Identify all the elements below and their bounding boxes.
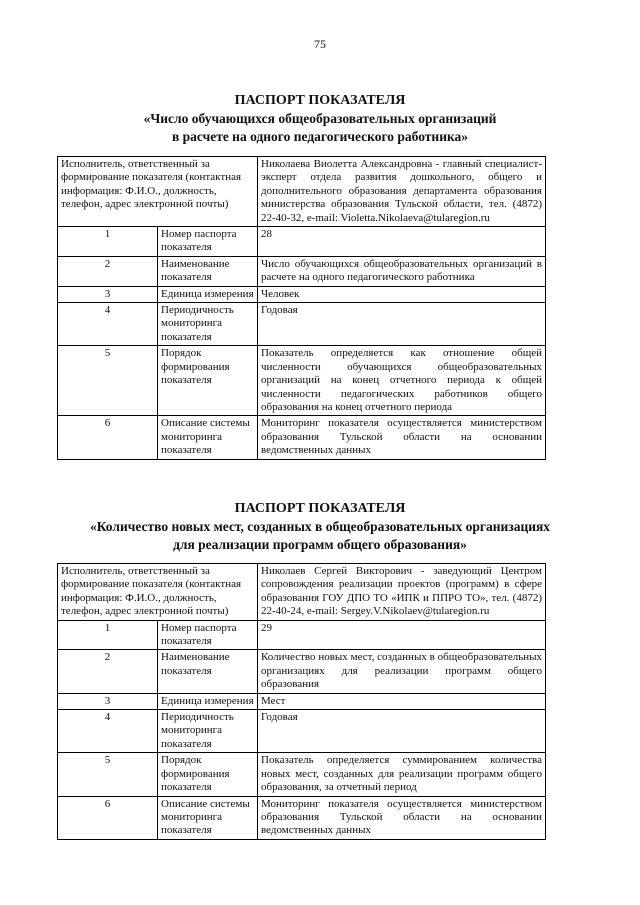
row-value: Количество новых мест, созданных в общеобразовательных организациях для реализации программ общего образования (258, 650, 546, 693)
row-number: 5 (58, 753, 158, 796)
row-value: Человек (258, 286, 546, 302)
row-number: 2 (58, 650, 158, 693)
row-label: Номер паспорта показателя (158, 620, 258, 650)
row-label: Единица измерения (158, 693, 258, 709)
row-label: Номер паспорта показателя (158, 227, 258, 257)
executor-label: Исполнитель, ответственный за формирование показателя (контактная информация: Ф.И.О., должность, телефон, адрес электронной почты) (58, 157, 258, 227)
row-number: 3 (58, 286, 158, 302)
row-label: Периодичность мониторинга показателя (158, 710, 258, 753)
row-number: 4 (58, 710, 158, 753)
row-label: Наименование показателя (158, 256, 258, 286)
row-number: 6 (58, 416, 158, 459)
table-row (58, 256, 546, 286)
passport-1-title-line2: в расчете на одного педагогического работника» (171, 129, 469, 144)
row-label: Единица измерения (158, 286, 258, 302)
row-number: 2 (58, 256, 158, 286)
table-row (58, 796, 546, 839)
passport-2-heading: ПАСПОРТ ПОКАЗАТЕЛЯ (234, 501, 406, 516)
passport-1-heading: ПАСПОРТ ПОКАЗАТЕЛЯ (234, 93, 406, 108)
row-number: 4 (58, 303, 158, 346)
row-value: Число обучающихся общеобразовательных организаций в расчете на одного педагогического работника (258, 256, 546, 286)
row-label: Описание системы мониторинга показателя (158, 416, 258, 459)
row-label: Наименование показателя (158, 650, 258, 693)
row-label: Описание системы мониторинга показателя (158, 796, 258, 839)
passport-1-executor-row (58, 157, 546, 227)
table-row (58, 286, 546, 302)
row-value: Годовая (258, 710, 546, 753)
row-value: Показатель определяется суммированием количества новых мест, созданных для реализации программ общего образования, за отчетный период (258, 753, 546, 796)
row-number: 1 (58, 620, 158, 650)
executor-label: Исполнитель, ответственный за формирование показателя (контактная информация: Ф.И.О., должность, телефон, адрес электронной почты) (58, 564, 258, 621)
table-row (58, 303, 546, 346)
passport-1-title (0, 92, 640, 146)
table-row (58, 693, 546, 709)
passport-2-executor-row (58, 564, 546, 621)
row-value: Мониторинг показателя осуществляется министерством образования Тульской области на основании ведомственных данных (258, 416, 546, 459)
table-row (58, 227, 546, 257)
row-number: 5 (58, 346, 158, 416)
executor-value: Николаева Виолетта Александровна - главный специалист-эксперт отдела развития дошкольного, общего и дополнительного образования департамента образования министерства образования Тульской области, тел. (4872) 22-40-32, e-mail: Violetta.Nikolaeva@tularegion.ru (258, 157, 546, 227)
row-label: Порядок формирования показателя (158, 753, 258, 796)
table-row (58, 710, 546, 753)
passport-2-title-line1: «Количество новых мест, созданных в общеобразовательных организациях (89, 519, 551, 534)
page-number: 75 (314, 37, 326, 51)
row-number: 6 (58, 796, 158, 839)
passport-1-table (57, 156, 546, 460)
row-value: 28 (258, 227, 546, 257)
executor-value: Николаев Сергей Викторович - заведующий Центром сопровождения реализации проектов (программ) в сфере образования ГОУ ДПО ТО «ИПК и ППРО ТО», тел. (4872) 22-40-24, e-mail: Sergey.V.Nikolaev@tularegion.ru (258, 564, 546, 621)
passport-2-table (57, 563, 546, 840)
row-value: Мониторинг показателя осуществляется министерством образования Тульской области на основании ведомственных данных (258, 796, 546, 839)
table-row (58, 753, 546, 796)
row-value: Мест (258, 693, 546, 709)
row-label: Периодичность мониторинга показателя (158, 303, 258, 346)
row-label: Порядок формирования показателя (158, 346, 258, 416)
table-row (58, 650, 546, 693)
table-row (58, 416, 546, 459)
row-value: Годовая (258, 303, 546, 346)
row-number: 1 (58, 227, 158, 257)
row-value: Показатель определяется как отношение общей численности обучающихся общеобразовательных организаций на конец отчетного периода к общей численности педагогических работников общего образования на конец отчетного периода (258, 346, 546, 416)
passport-2-title (0, 500, 640, 554)
passport-1-title-line1: «Число обучающихся общеобразовательных организаций (143, 111, 497, 126)
row-number: 3 (58, 693, 158, 709)
table-row (58, 346, 546, 416)
passport-2-title-line2: для реализации программ общего образования» (173, 537, 467, 552)
table-row (58, 620, 546, 650)
row-value: 29 (258, 620, 546, 650)
